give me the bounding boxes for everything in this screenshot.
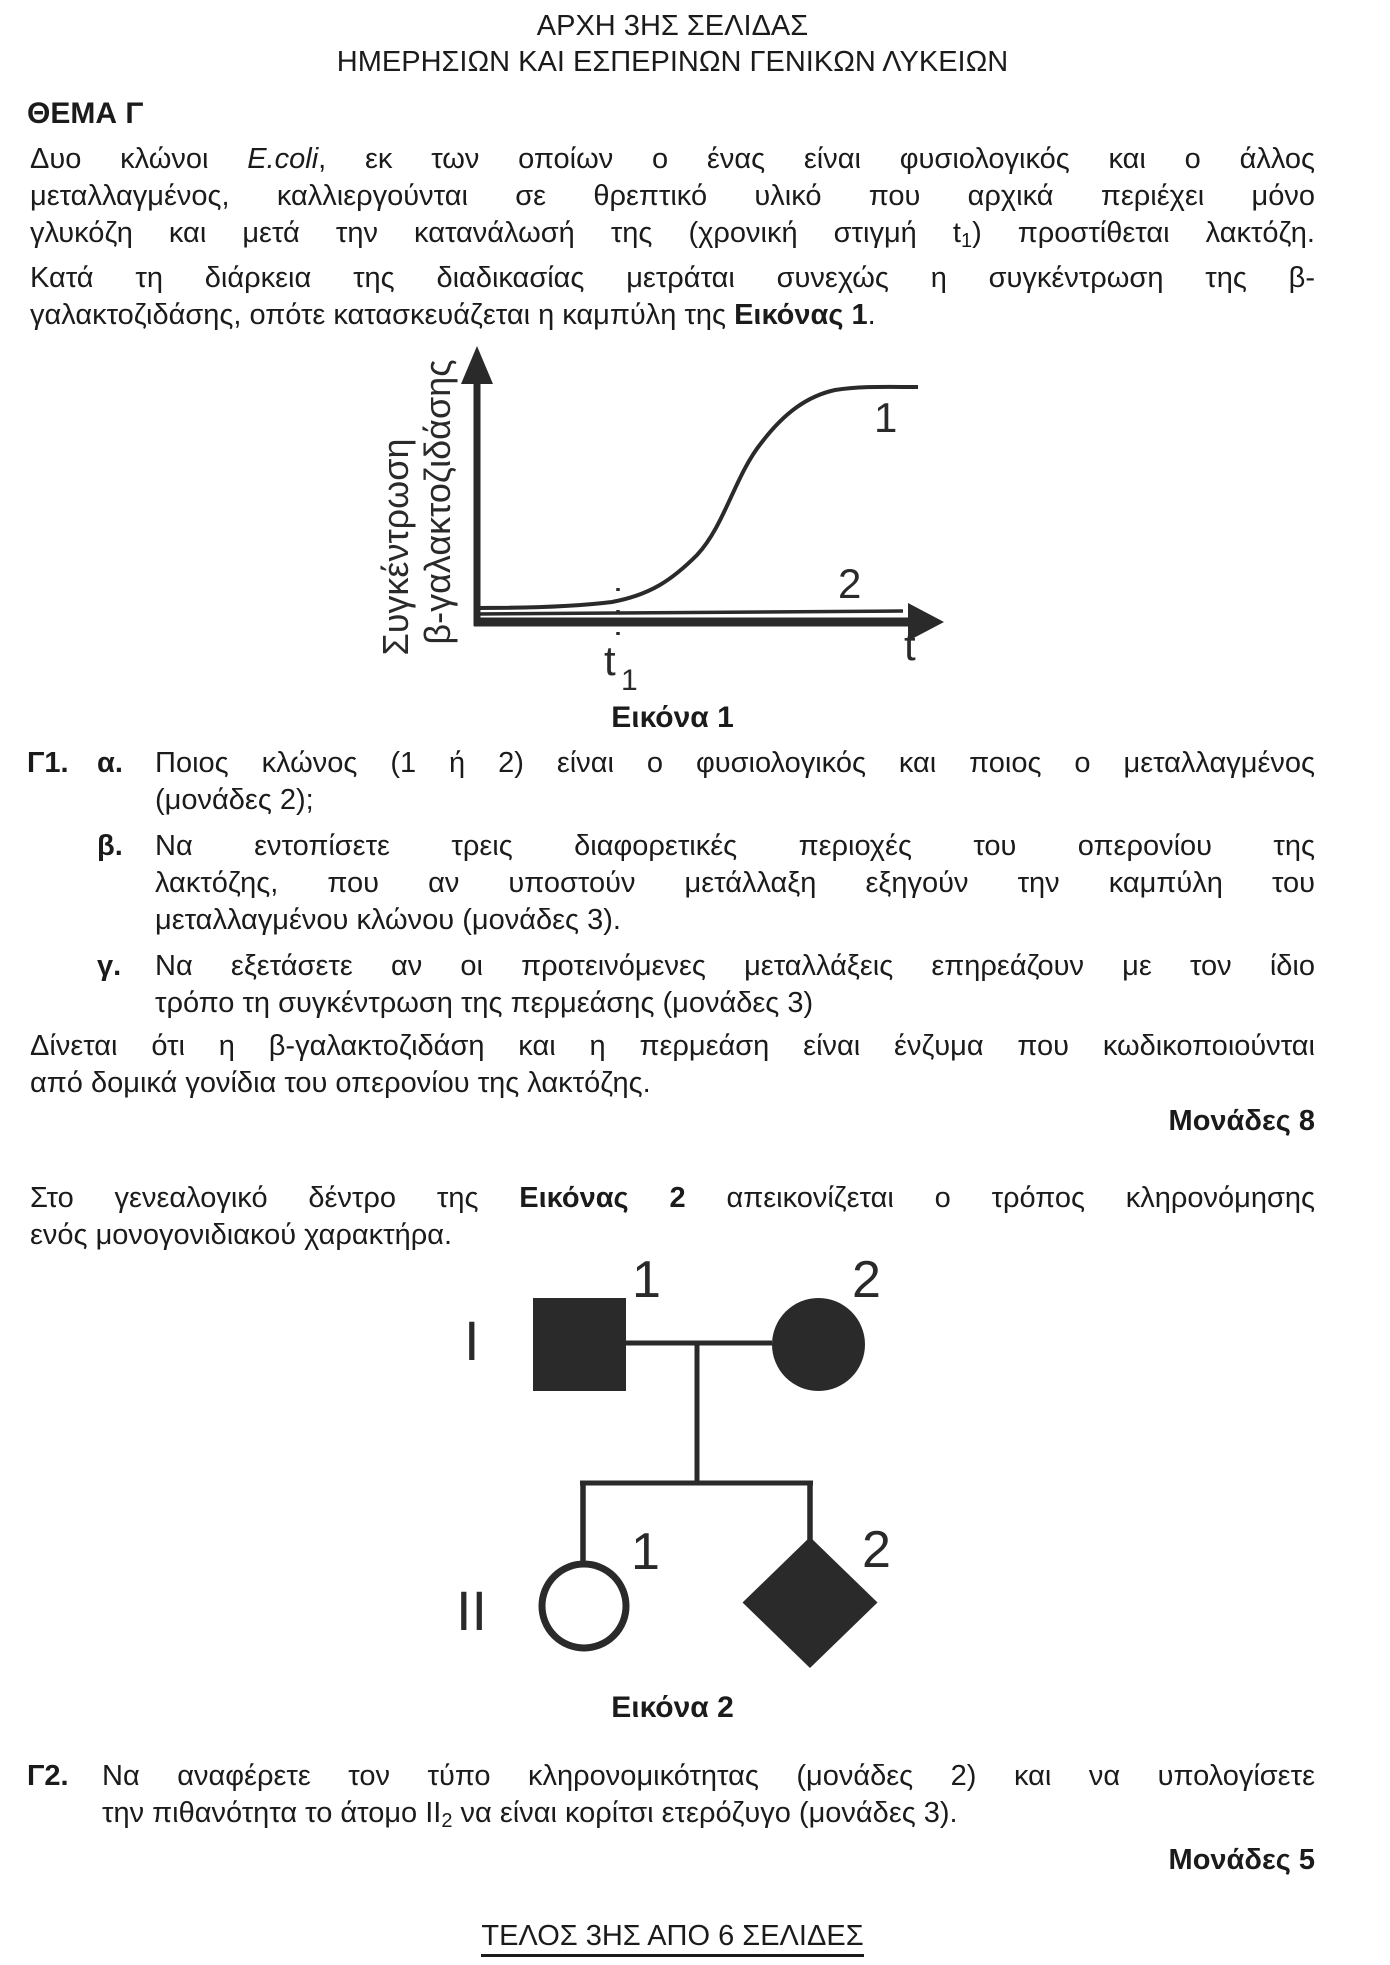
g1-item-a-label: α. bbox=[97, 747, 123, 779]
g2-line1: Να αναφέρετε τον τύπο κληρονομικότητας (μονάδες 2) και να υπολογίσετε bbox=[102, 1760, 1315, 1792]
x-axis-label: t bbox=[904, 622, 916, 669]
pedigree-intro-line1-a: Στο γενεαλογικό δέντρο της bbox=[30, 1182, 520, 1214]
g1-note-line2: από δομικά γονίδια του οπερονίου της λακτόζης. bbox=[30, 1067, 651, 1099]
g1-points: Μονάδες 8 bbox=[1168, 1105, 1315, 1137]
figure2-reference-bold: Εικόνας 2 bbox=[519, 1182, 686, 1214]
individual-I1-square bbox=[533, 1298, 626, 1391]
g1-item-b-line2: λακτόζης, που αν υποστούν μετάλλαξη εξηγούν την καμπύλη του bbox=[155, 867, 1315, 899]
intro-line3-b: ) προστίθεται λακτόζη. bbox=[972, 217, 1315, 249]
g1-item-a-line1: Ποιος κλώνος (1 ή 2) είναι ο φυσιολογικός και ποιος ο μεταλλαγμένος bbox=[155, 747, 1315, 779]
page-header-line2: ΗΜΕΡΗΣΙΩΝ ΚΑΙ ΕΣΠΕΡΙΝΩΝ ΓΕΝΙΚΩΝ ΛΥΚΕΙΩΝ bbox=[336, 46, 1009, 78]
g1-item-a-line2: (μονάδες 2); bbox=[155, 784, 314, 816]
g1-item-c bbox=[155, 948, 1315, 1022]
intro-line-1 bbox=[30, 141, 1315, 178]
generation-I-label: I bbox=[464, 1309, 480, 1372]
g1-item-b-line3: μεταλλαγμένου κλώνου (μονάδες 3). bbox=[155, 904, 621, 936]
figure1-chart bbox=[0, 340, 1000, 705]
generation-II-label: II bbox=[456, 1579, 488, 1642]
g2-points: Μονάδες 5 bbox=[1168, 1844, 1315, 1876]
g2-label: Γ2. bbox=[27, 1760, 69, 1792]
intro-paragraph bbox=[30, 141, 1315, 334]
figure1-reference-bold: Εικόνας 1 bbox=[734, 299, 868, 331]
pedigree-intro-line2: ενός μονογονιδιακού χαρακτήρα. bbox=[30, 1219, 453, 1251]
individual-I2-circle bbox=[772, 1298, 865, 1391]
g2-line2-b: να είναι κορίτσι ετερόζυγο (μονάδες 3). bbox=[452, 1797, 958, 1829]
figure2-pedigree bbox=[0, 1255, 1000, 1675]
pedigree-intro bbox=[30, 1180, 1315, 1254]
figure1-caption: Εικόνα 1 bbox=[611, 701, 734, 734]
page-header-line1: ΑΡΧΗ 3ΗΣ ΣΕΛΙΔΑΣ bbox=[536, 10, 809, 42]
ecoli-italic: E.coli bbox=[247, 143, 319, 175]
curve-2-label: 2 bbox=[838, 560, 862, 607]
individual-II1-number: 1 bbox=[631, 1523, 660, 1581]
theme-title: ΘΕΜΑ Γ bbox=[27, 97, 144, 130]
intro-line5-b: . bbox=[867, 299, 876, 331]
g1-item-c-line1: Να εξετάσετε αν οι προτεινόμενες μεταλλάξεις επηρεάζουν με τον ίδιο bbox=[155, 950, 1315, 982]
individual-II2-number: 2 bbox=[862, 1521, 891, 1579]
page-footer bbox=[30, 1918, 1315, 1955]
y-axis-label-line1: Συγκέντρωση bbox=[375, 438, 416, 656]
pedigree-intro-line1-b: απεικονίζεται ο τρόπος κληρονόμησης bbox=[685, 1182, 1315, 1214]
g1-item-b bbox=[155, 828, 1315, 939]
individual-I1-number: 1 bbox=[632, 1255, 661, 1309]
g2-text bbox=[102, 1758, 1315, 1840]
individual-II2-diamond bbox=[743, 1537, 878, 1668]
individual-I2-number: 2 bbox=[852, 1255, 881, 1309]
t1-subscript: 1 bbox=[960, 230, 973, 252]
intro-line-4: Κατά τη διάρκεια της διαδικασίας μετράται συνεχώς η συγκέντρωση της β- bbox=[30, 262, 1315, 294]
g1-item-b-line1: Να εντοπίσετε τρεις διαφορετικές περιοχές του οπερονίου της bbox=[155, 830, 1315, 862]
individual-II1-circle bbox=[542, 1564, 626, 1648]
g2-line2-a: την πιθανότητα το άτομο II bbox=[102, 1797, 442, 1829]
intro-line-2: μεταλλαγμένος, καλλιεργούνται σε θρεπτικό υλικό που αρχικά περιέχει μόνο bbox=[30, 180, 1315, 212]
curve-1-label: 1 bbox=[874, 394, 898, 441]
t1-tick-label: t bbox=[604, 637, 616, 684]
g1-note bbox=[30, 1028, 1315, 1102]
intro-line-3 bbox=[30, 215, 1315, 260]
intro-line3-a: γλυκόζη και μετά την κατανάλωσή της (χρονική στιγμή t bbox=[30, 217, 961, 249]
g1-label: Γ1. bbox=[27, 747, 69, 779]
y-axis-arrow-icon bbox=[461, 346, 493, 384]
y-axis-label-line2: β-γαλακτοζιδάσης bbox=[417, 359, 458, 645]
curve-2 bbox=[477, 611, 903, 614]
intro-line-5 bbox=[30, 297, 1315, 334]
g1-item-c-line2: τρόπο τη συγκέντρωση της περμεάσης (μονάδες 3) bbox=[155, 987, 814, 1019]
ii2-subscript: 2 bbox=[441, 1810, 453, 1832]
intro-line1-b: , εκ των οποίων ο ένας είναι φυσιολογικός και ο άλλος bbox=[318, 143, 1316, 175]
g1-item-a bbox=[155, 745, 1315, 819]
g1-item-b-label: β. bbox=[97, 830, 123, 862]
t1-tick-subscript: 1 bbox=[621, 664, 638, 697]
figure2-caption: Εικόνα 2 bbox=[611, 1691, 734, 1724]
g2-line2 bbox=[102, 1795, 1315, 1840]
pedigree-intro-line1 bbox=[30, 1180, 1315, 1217]
g1-item-c-label: γ. bbox=[97, 950, 122, 982]
intro-line1-a: Δυο κλώνοι bbox=[30, 143, 248, 175]
page-footer-text: ΤΕΛΟΣ 3ΗΣ ΑΠΟ 6 ΣΕΛΙΔΕΣ bbox=[481, 1920, 863, 1957]
intro-line5-a: γαλακτοζιδάσης, οπότε κατασκευάζεται η καμπύλη της bbox=[30, 299, 735, 331]
g1-note-line1: Δίνεται ότι η β-γαλακτοζιδάση και η περμεάση είναι ένζυμα που κωδικοποιούνται bbox=[30, 1030, 1315, 1062]
